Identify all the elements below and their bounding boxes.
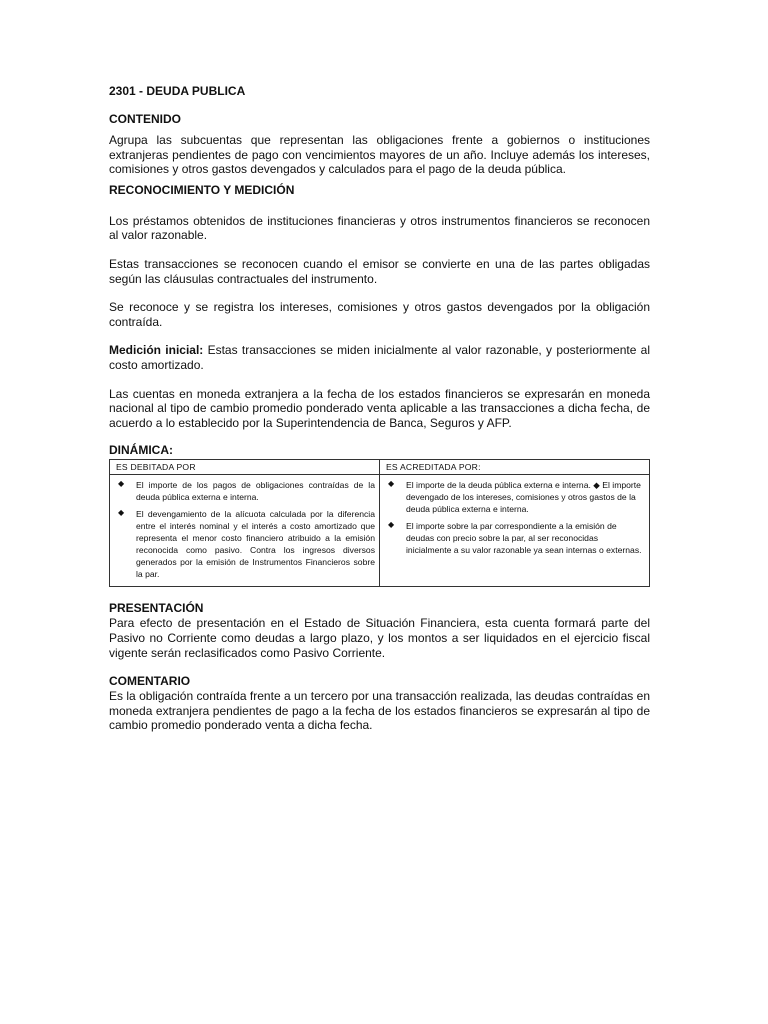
debit-item: ◆ El devengamiento de la alícuota calculada por la diferencia entre el interés nominal y el interés a costo amortizado que representa el menor costo financiero atribuido a la emisión reconocida como pasivo. Contra los ingresos diversos generados por la emisión de Instrumentos Financieros sobre la par.: [118, 508, 375, 580]
contenido-text: Agrupa las subcuentas que representan las obligaciones frente a gobiernos o instituciones extranjeras pendientes de pago con vencimientos mayores de un año. Incluye además los intereses, comisiones y otros gastos devengados y calculados para el pago de la deuda pública.: [109, 133, 650, 177]
comentario-text: Es la obligación contraída frente a un tercero por una transacción realizada, las deudas contraídas en moneda extranjera pendientes de pago a la fecha de los estados financieros se expresarán al tipo de cambio promedio ponderado venta a dicha fecha.: [109, 689, 650, 733]
diamond-bullet-icon: ◆: [388, 520, 395, 530]
column-header-debit: ES DEBITADA POR: [110, 460, 380, 475]
medicion-inicial-text: Estas transacciones se miden inicialmente al valor razonable, y posteriormente al costo amortizado.: [109, 343, 650, 372]
reconocimiento-p2: Estas transacciones se reconocen cuando el emisor se convierte en una de las partes obligadas según las cláusulas contractuales del instrumento.: [109, 256, 650, 286]
reconocimiento-p3: Se reconoce y se registra los intereses, comisiones y otros gastos devengados por la obligación contraída.: [109, 300, 650, 329]
heading-reconocimiento: RECONOCIMIENTO Y MEDICIÓN: [109, 182, 295, 197]
credit-cell: [380, 475, 650, 587]
heading-dinamica: DINÁMICA:: [109, 443, 173, 458]
medicion-inicial-label: Medición inicial:: [109, 343, 204, 358]
debit-item: ◆ El importe de los pagos de obligaciones contraídas de la deuda pública externa e interna.: [118, 479, 375, 503]
credit-item: ◆ El importe de la deuda pública externa e interna. ◆ El importe devengado de los intereses, comisiones y otros gastos de la deuda pública externa e interna.: [388, 479, 641, 515]
heading-contenido: CONTENIDO: [109, 112, 181, 126]
diamond-bullet-icon: ◆: [388, 479, 395, 489]
column-header-credit: ES ACREDITADA POR:: [380, 460, 650, 475]
dinamica-table: [109, 459, 650, 587]
reconocimiento-p1: Los préstamos obtenidos de instituciones financieras y otros instrumentos financieros se reconocen al valor razonable.: [109, 213, 650, 243]
reconocimiento-p5: Las cuentas en moneda extranjera a la fecha de los estados financieros se expresarán en moneda nacional al tipo de cambio promedio ponderado venta aplicable a las transacciones a dicha fecha, de acuerdo a lo establecido por la Superintendencia de Banca, Seguros y AFP.: [109, 386, 650, 430]
debit-cell: [110, 475, 380, 587]
heading-comentario: COMENTARIO: [109, 674, 191, 689]
diamond-bullet-icon: ◆: [118, 508, 125, 518]
document-body: [109, 84, 650, 733]
presentacion-text: Para efecto de presentación en el Estado de Situación Financiera, esta cuenta formará parte del Pasivo no Corriente como deudas a largo plazo, y los montos a ser liquidados en el ejercicio fiscal vigente serán reclasificados como Pasivo Corriente.: [109, 616, 650, 660]
diamond-bullet-icon: ◆: [118, 479, 125, 489]
heading-presentacion: PRESENTACIÓN: [109, 601, 204, 616]
credit-item: ◆ El importe sobre la par correspondiente a la emisión de deudas con precio sobre la par, al ser reconocidas inicialmente a su valor razonable ya sean internas o externas.: [388, 520, 642, 556]
reconocimiento-p4: [109, 343, 650, 372]
document-title: 2301 - DEUDA PUBLICA: [109, 84, 246, 98]
